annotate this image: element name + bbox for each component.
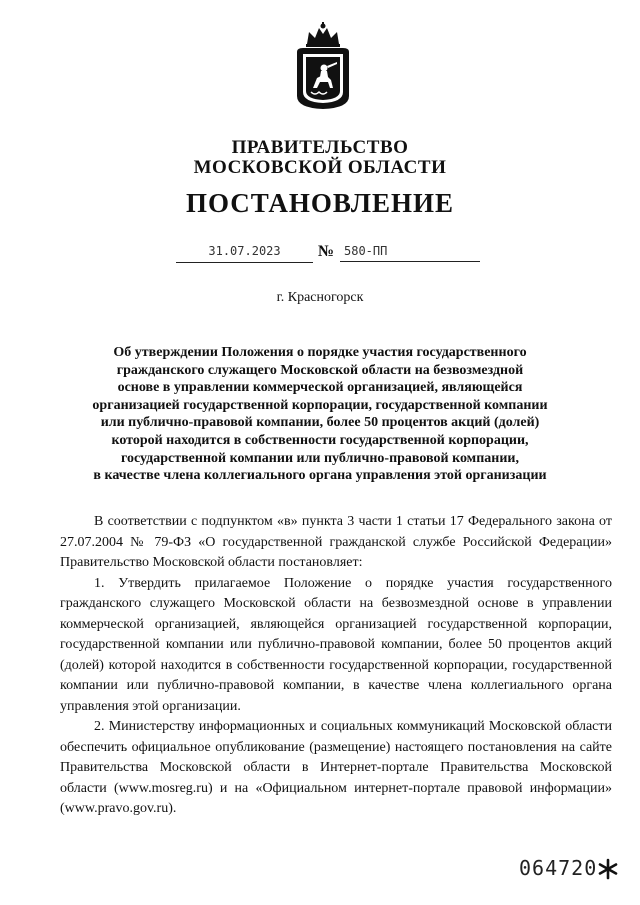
title-line: государственной компании или публично-правовой компании, xyxy=(121,450,519,466)
serial-number-stamp: 064720 xyxy=(519,856,598,880)
document-number: 580-ПП xyxy=(340,244,480,262)
moscow-oblast-coat-of-arms-icon xyxy=(293,22,353,110)
title-line: организацией государственной корпорации, государственной компании xyxy=(92,397,548,413)
title-line: в качестве члена коллегиального органа управления этой организации xyxy=(93,468,547,484)
title-line: основе в управлении коммерческой организацией, являющейся xyxy=(117,380,523,396)
document-body xyxy=(60,512,612,820)
document-title xyxy=(60,344,580,485)
clause-2-paragraph: 2. Министерству информационных и социальных коммуникаций Московской области обеспечить официальное опубликование (размещение) настоящего постановления на сайте Правительства Московской области в Интернет-портале Правительства Московской области (www.mosreg.ru) и на «Официальном интернет-портале правовой информации» (www.pravo.gov.ru). xyxy=(60,719,612,816)
registration-line xyxy=(0,244,640,266)
title-line: гражданского служащего Московской области на безвозмездной xyxy=(116,362,524,378)
clause-1-paragraph: 1. Утвердить прилагаемое Положение о порядке участия государственного гражданского служащего Московской области на безвозмездной основе в управлении коммерческой организацией, являющейся организацией государственной корпорации, государственной компании или публично-правовой компании, более 50 процентов акций (долей) которой находится в собственности государственной корпорации, государственной компании или публично-правовой компании, в качестве члена коллегиального органа управления этой организации. xyxy=(60,575,612,714)
title-line: Об утверждении Положения о порядке участия государственного xyxy=(113,345,527,360)
organization-name-line-1: ПРАВИТЕЛЬСТВО xyxy=(231,137,409,158)
document-date: 31.07.2023 xyxy=(176,244,313,263)
number-sign: № xyxy=(318,243,335,260)
title-line: или публично-правовой компании, более 50 процентов акций (долей) xyxy=(100,415,540,431)
preamble-paragraph: В соответствии с подпунктом «в» пункта 3 части 1 статьи 17 Федерального закона от 27.07.2004 № 79-ФЗ «О государственной гражданской службе Российской Федерации» Правительство Московской области постановляет: xyxy=(60,514,612,570)
organization-name-line-2: МОСКОВСКОЙ ОБЛАСТИ xyxy=(193,157,447,178)
document-type-heading: ПОСТАНОВЛЕНИЕ xyxy=(185,188,455,218)
asterisk-star-icon xyxy=(597,858,619,880)
city-of-issue: г. Красногорск xyxy=(276,290,364,305)
title-line: которой находится в собственности государственной корпорации, xyxy=(111,432,529,448)
